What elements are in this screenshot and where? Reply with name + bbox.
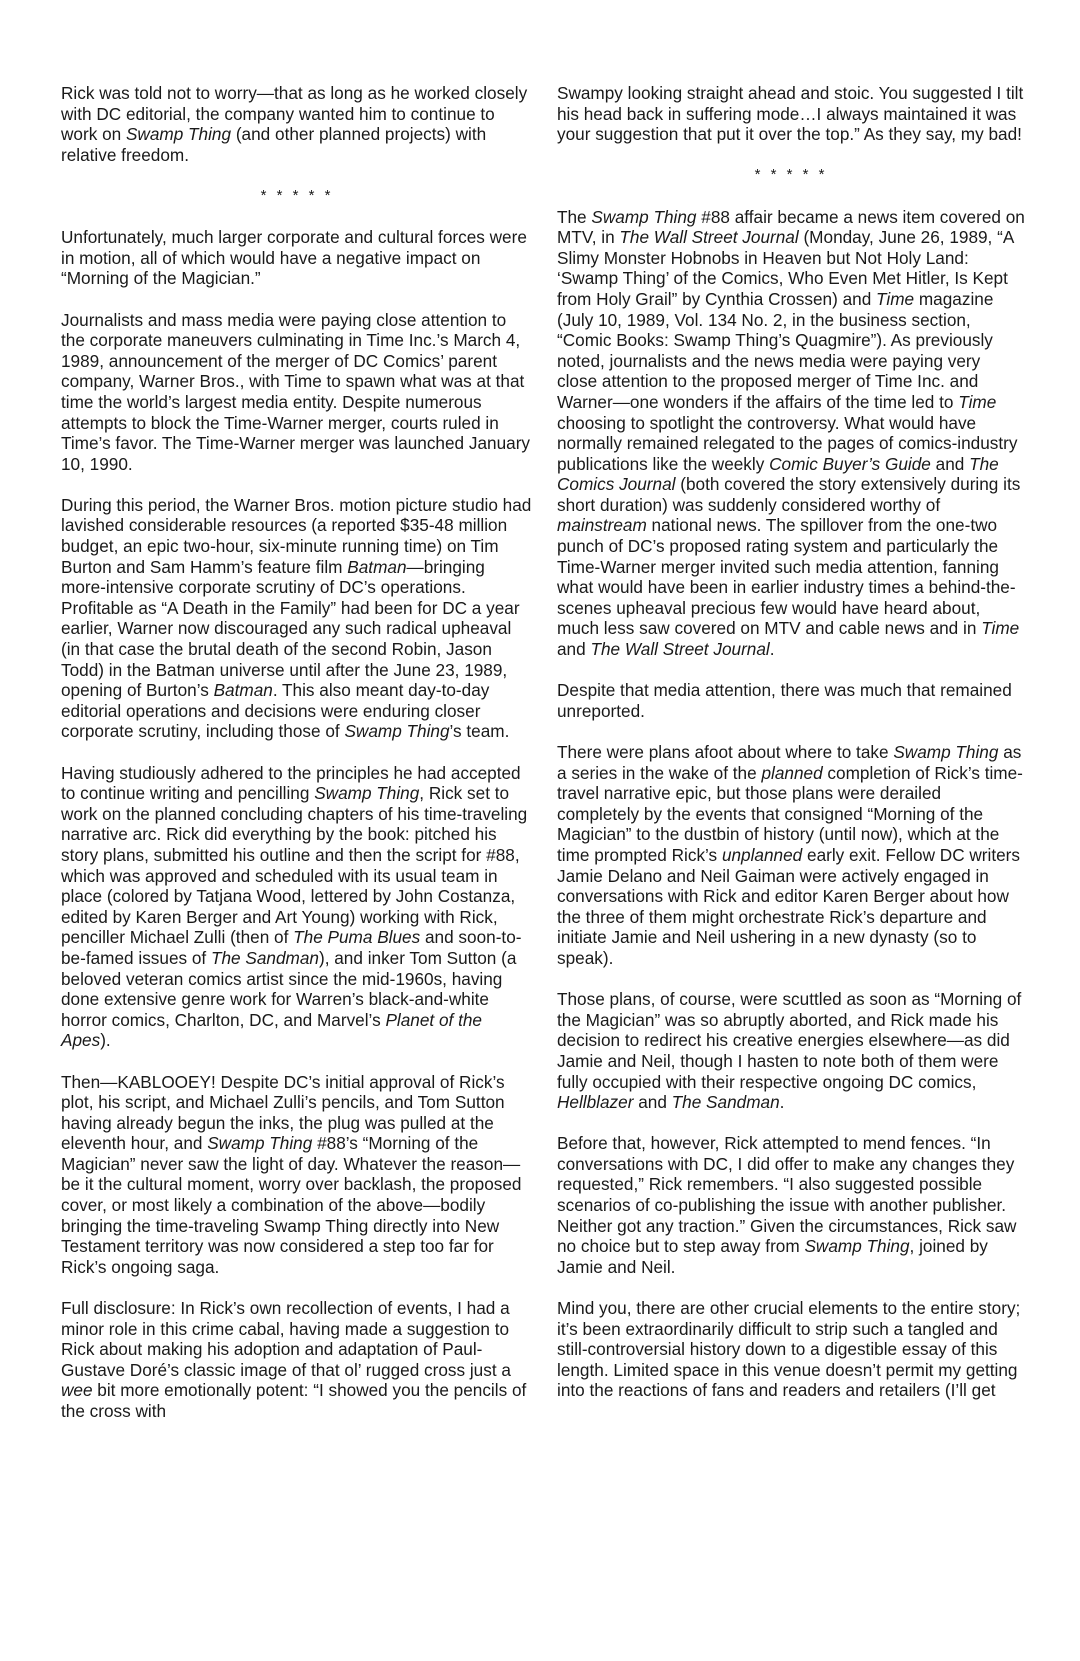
- text-run: Mind you, there are other crucial elements to the entire story; it’s been extraordinarily difficult to strip such a tangled and still-controversial history down to a digestible essay of this length. Limited space in this venue doesn’t permit my getting into the reactions of fans and readers and retailers (I’ll get: [557, 1298, 1021, 1401]
- text-run: During this period, the Warner Bros. motion picture studio had lavished considerable resources (a reported $35-48 million budget, an epic two-hour, six-minute running time) on Tim Burton and Sam Hamm’s feature film: [61, 494, 532, 577]
- italic-text: Time: [958, 391, 997, 412]
- text-run: #88 affair became a news item covered on MTV, in: [557, 206, 1025, 248]
- section-separator: * * * * *: [260, 186, 334, 204]
- body-paragraph: [61, 83, 533, 165]
- body-paragraph: [557, 1133, 1025, 1277]
- left-column: [61, 83, 533, 1442]
- text-run: (and other planned projects) with relative freedom.: [61, 124, 487, 165]
- text-run: bit more emotionally potent: “I showed you the pencils of the cross with: [61, 1380, 527, 1421]
- italic-text: Swamp Thing: [893, 742, 999, 762]
- body-paragraph: [61, 1072, 533, 1278]
- text-run: ).: [100, 1030, 111, 1051]
- text-run: (both covered the story extensively during its short duration) was suddenly considered worthy of: [557, 474, 1021, 515]
- italic-text: Planet of the Apes: [61, 1009, 482, 1051]
- text-run: and: [930, 453, 970, 474]
- body-paragraph: [61, 495, 533, 742]
- italic-text: The Comics Journal: [557, 453, 999, 495]
- italic-text: Swamp Thing: [314, 783, 420, 804]
- text-run: Then—KABLOOEY! Despite DC’s initial approval of Rick’s plot, his script, and Michael Zulli’s pencils, and Tom Sutton having already begun the inks, the plug was pulled at the eleventh hour, and: [61, 1071, 505, 1154]
- body-paragraph: [61, 227, 533, 289]
- text-run: Journalists and mass media were paying close attention to the corporate maneuvers culminating in Time Inc.’s March 4, 1989, announcement of the merger of DC Comics’ parent company, Warner Bros., with Time to spawn what was at that time the world’s largest media entity. Despite numerous attempts to block the Time-Warner merger, courts ruled in Time’s favor. The Time-Warner merger was launched January 10, 1990.: [61, 309, 531, 474]
- body-paragraph: [61, 763, 533, 1051]
- section-separator: * * * * *: [754, 166, 828, 184]
- italic-text: Batman: [347, 556, 407, 577]
- text-run: Unfortunately, much larger corporate and cultural forces were in motion, all of which would have a negative impact on “Morning of the Magician.”: [61, 227, 527, 289]
- text-run: Before that, however, Rick attempted to mend fences. “In conversations with DC, I did offer to make any changes they requested,” Rick remembers. “I also suggested possible scenarios of co-publishing the issue with another publisher. Neither got any traction.” Given the circumstances, Rick saw no choice but to step away from: [557, 1133, 1017, 1257]
- text-run: early exit. Fellow DC writers Jamie Delano and Neil Gaiman were actively engaged in conversations with Rick and editor Karen Berger about how the three of them might orchestrate Rick’s departure and initiate Jamie and Neil ushering in a new dynasty (so to speak).: [557, 844, 1020, 968]
- text-run: Despite that media attention, there was much that remained unreported.: [557, 680, 1012, 721]
- text-run: and soon-to-be-famed issues of: [61, 927, 522, 968]
- italic-text: wee: [61, 1380, 93, 1401]
- italic-text: Time: [981, 618, 1020, 639]
- body-paragraph: [557, 207, 1025, 660]
- italic-text: The Wall Street Journal: [619, 227, 799, 248]
- italic-text: mainstream: [557, 515, 647, 536]
- text-run: Full disclosure: In Rick’s own recollection of events, I had a minor role in this crime cabal, having made a suggestion to Rick about making his adoption and adaptation of Paul-Gustave Doré’s classic image of that ol’ rugged cross just a: [61, 1298, 511, 1380]
- italic-text: Swamp Thing: [804, 1236, 910, 1257]
- text-run: #88’s “Morning of the Magician” never saw the light of day. Whatever the reason—be it the cultural moment, worry over backlash, the proposed cover, or most likely a combination of the above—bodily bringing the time-traveling Swamp Thing directly into New Testament territory was now considered a step too far for Rick’s ongoing saga.: [61, 1133, 522, 1277]
- text-run: ), and inker Tom Sutton (a beloved veteran comics artist since the mid-1960s, having done extensive genre work for Warren’s black-and-white horror comics, Charlton, DC, and Marvel’s: [61, 947, 517, 1030]
- text-run: .: [769, 639, 775, 660]
- text-run: and: [557, 639, 591, 660]
- text-run: The: [557, 206, 592, 227]
- text-run: (Monday, June 26, 1989, “A Slimy Monster Hobnobs in Heaven but Not Holy Land: ‘Swamp Thing’ of the Comics, Who Even Met Hitler, Is Kept from Holy Grail” by Cynthia Crossen) and: [557, 227, 1014, 309]
- text-run: ’s team.: [449, 721, 510, 742]
- body-paragraph: [557, 989, 1025, 1113]
- text-run: and: [633, 1092, 672, 1113]
- italic-text: Swamp Thing: [125, 124, 232, 145]
- text-run: —bringing more-intensive corporate scrutiny of DC’s operations. Profitable as “A Death in the Family” had been for DC a year earlier, Warner now discouraged any such radical upheaval (in that case the brutal death of the second Robin, Jason Todd) in the Batman universe until after the June 23, 1989, opening of Burton’s: [61, 556, 520, 701]
- body-paragraph: [61, 1298, 533, 1422]
- italic-text: Time: [876, 288, 915, 309]
- body-paragraph: [557, 1298, 1025, 1401]
- body-paragraph: [557, 742, 1025, 969]
- italic-text: The Sandman: [671, 1092, 780, 1113]
- text-run: as a series in the wake of the: [557, 742, 1022, 783]
- text-run: national news. The spillover from the one-two punch of DC’s proposed rating system and particularly the Time-Warner merger invited such media attention, fanning what would have been in earlier industry times a behind-the-scenes upheaval precious few would have heard about, much less saw covered on MTV and cable news and in: [557, 515, 1016, 639]
- text-run: Swampy looking straight ahead and stoic. You suggested I tilt his head back in suffering mode…I always maintained it was your suggestion that put it over the top.” As they say, my bad!: [557, 83, 1024, 145]
- text-run: .: [779, 1092, 785, 1113]
- text-run: Rick was told not to worry—that as long as he worked closely with DC editorial, the company wanted him to continue to work on: [61, 83, 528, 145]
- italic-text: Comic Buyer’s Guide: [769, 453, 931, 474]
- body-paragraph: [61, 310, 533, 475]
- body-paragraph: [557, 83, 1025, 145]
- text-run: , Rick set to work on the planned concluding chapters of his time-traveling narrative arc. Rick did everything by the book: pitched his story plans, submitted his outline and then the script for #88, which was approved and scheduled with its usual team in place (colored by Tatjana Wood, lettered by John Costanza, edited by Karen Berger and Art Young) working with Rick, penciller Michael Zulli (then of: [61, 783, 528, 948]
- text-run: choosing to spotlight the controversy. What would have normally remained relegated to the pages of comics-industry publications like the weekly: [557, 412, 1018, 474]
- italic-text: planned: [761, 762, 823, 783]
- text-run: Those plans, of course, were scuttled as soon as “Morning of the Magician” was so abruptly aborted, and Rick made his decision to redirect his creative energies elsewhere—as did Jamie and Neil, though I hasten to note both of them were fully occupied with their respective ongoing DC comics,: [557, 989, 1022, 1092]
- right-column: [557, 83, 1025, 1422]
- italic-text: unplanned: [721, 844, 803, 865]
- italic-text: Swamp Thing: [344, 721, 450, 742]
- text-run: . This also meant day-to-day editorial operations and decisions were enduring closer corporate scrutiny, including those of: [61, 680, 490, 742]
- italic-text: Swamp Thing: [207, 1133, 313, 1154]
- italic-text: The Puma Blues: [293, 927, 421, 948]
- italic-text: The Wall Street Journal: [590, 639, 770, 660]
- text-run: There were plans afoot about where to take: [557, 742, 894, 762]
- body-paragraph: [557, 680, 1025, 721]
- italic-text: Hellblazer: [557, 1092, 634, 1113]
- italic-text: The Sandman: [211, 947, 319, 968]
- text-run: , joined by Jamie and Neil.: [557, 1236, 988, 1277]
- italic-text: Swamp Thing: [591, 206, 697, 227]
- text-run: completion of Rick’s time-travel narrative epic, but those plans were derailed completely by the events that consigned “Morning of the Magician” to the dustbin of history (until now), which at the time prompted Rick’s: [557, 762, 1023, 865]
- text-run: magazine (July 10, 1989, Vol. 134 No. 2, in the business section, “Comic Books: Swamp Thing’s Quagmire”). As previously noted, journalists and the news media were paying very close attention to the proposed merger of Time Inc. and Warner—one wonders if the affairs of the time led to: [557, 288, 994, 412]
- italic-text: Batman: [213, 680, 273, 701]
- text-run: Having studiously adhered to the principles he had accepted to continue writing and pencilling: [61, 762, 521, 804]
